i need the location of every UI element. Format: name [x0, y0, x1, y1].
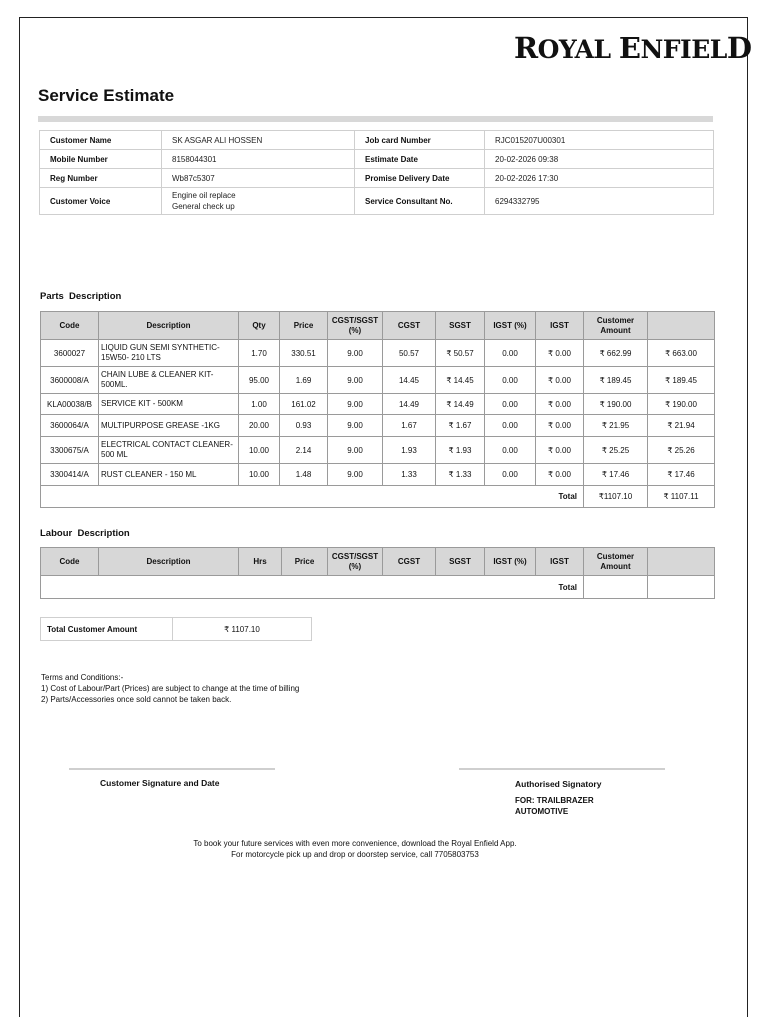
parts-header-row	[41, 312, 715, 340]
parts-col-header: Qty	[239, 312, 280, 340]
table-cell: ₹ 190.00	[584, 394, 648, 415]
table-cell: 3600064/A	[41, 415, 99, 437]
parts-col-header: IGST (%)	[485, 312, 536, 340]
table-cell: 1.00	[239, 394, 280, 415]
labour-total-customer	[584, 576, 648, 599]
job-card-label: Job card Number	[355, 131, 485, 150]
parts-total-customer: ₹1107.10	[584, 486, 648, 508]
table-cell: 9.00	[328, 437, 383, 464]
table-cell: 95.00	[239, 367, 280, 394]
page-title: Service Estimate	[38, 86, 175, 105]
labour-col-header: IGST (%)	[485, 548, 536, 576]
customer-signature-line	[69, 768, 275, 770]
labour-col-header: Code	[41, 548, 99, 576]
table-cell: ₹ 1.33	[436, 464, 485, 486]
table-cell: ₹ 14.45	[436, 367, 485, 394]
terms-block	[41, 672, 299, 705]
labour-total-label: Total	[41, 576, 584, 599]
table-row	[41, 437, 715, 464]
info-row	[40, 150, 714, 169]
parts-col-header: SGST	[436, 312, 485, 340]
table-cell: ₹ 0.00	[536, 394, 584, 415]
parts-col-header: Description	[99, 312, 239, 340]
table-cell: 0.00	[485, 464, 536, 486]
table-cell: 50.57	[383, 340, 436, 367]
table-cell: RUST CLEANER - 150 ML	[99, 464, 239, 486]
table-cell: ₹ 25.25	[584, 437, 648, 464]
customer-voice-value	[162, 188, 355, 215]
promise-date-value: 20-02-2026 17:30	[485, 169, 714, 188]
table-cell: 1.67	[383, 415, 436, 437]
labour-col-header: IGST	[536, 548, 584, 576]
labour-col-header: SGST	[436, 548, 485, 576]
table-cell: 1.33	[383, 464, 436, 486]
table-row	[41, 464, 715, 486]
mobile-value: 8158044301	[162, 150, 355, 169]
labour-col-header: Customer Amount	[584, 548, 648, 576]
table-cell: 1.93	[383, 437, 436, 464]
table-cell: 330.51	[280, 340, 328, 367]
table-cell: ₹ 25.26	[648, 437, 715, 464]
parts-col-header: CGST/SGST (%)	[328, 312, 383, 340]
table-cell: ₹ 0.00	[536, 340, 584, 367]
table-cell: 3600027	[41, 340, 99, 367]
table-cell: ₹ 662.99	[584, 340, 648, 367]
labour-header-row	[41, 548, 715, 576]
customer-info-table	[39, 130, 714, 215]
authorised-signature-line	[459, 768, 665, 770]
table-cell: ₹ 14.49	[436, 394, 485, 415]
mobile-label: Mobile Number	[40, 150, 162, 169]
table-cell: ₹ 17.46	[648, 464, 715, 486]
table-cell: 1.69	[280, 367, 328, 394]
labour-col-header	[648, 548, 715, 576]
table-row	[41, 415, 715, 437]
table-cell: 0.00	[485, 437, 536, 464]
customer-voice-label: Customer Voice	[40, 188, 162, 215]
table-cell: 1.70	[239, 340, 280, 367]
parts-total-final: ₹ 1107.11	[648, 486, 715, 508]
info-row	[40, 188, 714, 215]
table-cell: 14.49	[383, 394, 436, 415]
footer-line-2: For motorcycle pick up and drop or doorstep service, call 7705803753	[231, 850, 479, 859]
table-cell: 9.00	[328, 394, 383, 415]
table-cell: 3300414/A	[41, 464, 99, 486]
authorised-signatory-label: Authorised Signatory	[515, 779, 602, 789]
table-cell: 3300675/A	[41, 437, 99, 464]
table-cell: 2.14	[280, 437, 328, 464]
labour-col-header: Price	[282, 548, 328, 576]
labour-col-header: Description	[99, 548, 239, 576]
labour-col-header: CGST	[383, 548, 436, 576]
parts-col-header	[648, 312, 715, 340]
parts-total-label: Total	[41, 486, 584, 508]
customer-name-label: Customer Name	[40, 131, 162, 150]
table-cell: 1.48	[280, 464, 328, 486]
table-cell: 0.00	[485, 415, 536, 437]
promise-date-label: Promise Delivery Date	[355, 169, 485, 188]
footer-note	[120, 838, 590, 860]
terms-line-1: 1) Cost of Labour/Part (Prices) are subject to change at the time of billing	[41, 684, 300, 693]
table-cell: 0.00	[485, 340, 536, 367]
table-cell: 0.93	[280, 415, 328, 437]
table-cell: ₹ 189.45	[584, 367, 648, 394]
table-cell: ₹ 190.00	[648, 394, 715, 415]
total-customer-amount-table	[40, 617, 312, 641]
table-row	[41, 340, 715, 367]
for-company-line-1: FOR: TRAILBRAZER	[515, 796, 594, 805]
info-row	[40, 169, 714, 188]
table-cell: 0.00	[485, 367, 536, 394]
table-cell: 9.00	[328, 464, 383, 486]
table-cell: ₹ 189.45	[648, 367, 715, 394]
table-cell: SERVICE KIT - 500KM	[99, 394, 239, 415]
table-cell: ₹ 0.00	[536, 437, 584, 464]
consultant-value: 6294332795	[485, 188, 714, 215]
table-cell: ₹ 0.00	[536, 464, 584, 486]
table-cell: ELECTRICAL CONTACT CLEANER-500 ML	[99, 437, 239, 464]
title-divider	[38, 116, 713, 122]
parts-total-row	[41, 486, 715, 508]
customer-signature-label: Customer Signature and Date	[100, 778, 220, 788]
table-cell: LIQUID GUN SEMI SYNTHETIC-15W50- 210 LTS	[99, 340, 239, 367]
table-cell: ₹ 17.46	[584, 464, 648, 486]
total-customer-amount-row	[41, 618, 312, 641]
table-cell: 10.00	[239, 464, 280, 486]
job-card-value: RJC015207U00301	[485, 131, 714, 150]
table-cell: ₹ 50.57	[436, 340, 485, 367]
table-cell: ₹ 0.00	[536, 415, 584, 437]
labour-table	[40, 547, 715, 599]
voice-line-2: General check up	[172, 202, 235, 211]
table-cell: ₹ 21.95	[584, 415, 648, 437]
customer-name-value: SK ASGAR ALI HOSSEN	[162, 131, 355, 150]
table-cell: 20.00	[239, 415, 280, 437]
table-cell: 14.45	[383, 367, 436, 394]
parts-col-header: Code	[41, 312, 99, 340]
labour-heading: Labour Description	[40, 528, 130, 539]
parts-col-header: CGST	[383, 312, 436, 340]
labour-total-row	[41, 576, 715, 599]
table-cell: 9.00	[328, 415, 383, 437]
terms-heading: Terms and Conditions:-	[41, 673, 124, 682]
table-cell: 0.00	[485, 394, 536, 415]
total-customer-amount-value: ₹ 1107.10	[173, 618, 312, 641]
table-cell: ₹ 21.94	[648, 415, 715, 437]
table-cell: 161.02	[280, 394, 328, 415]
voice-line-1: Engine oil replace	[172, 191, 236, 200]
parts-col-header: Customer Amount	[584, 312, 648, 340]
parts-table	[40, 311, 715, 508]
labour-col-header: Hrs	[239, 548, 282, 576]
for-company-line-2: AUTOMOTIVE	[515, 807, 569, 816]
parts-col-header: Price	[280, 312, 328, 340]
table-cell: MULTIPURPOSE GREASE -1KG	[99, 415, 239, 437]
royal-enfield-logo: ROYAL ENFIELD	[514, 31, 752, 65]
reg-label: Reg Number	[40, 169, 162, 188]
labour-total-final	[648, 576, 715, 599]
estimate-date-label: Estimate Date	[355, 150, 485, 169]
total-customer-amount-label: Total Customer Amount	[41, 618, 173, 641]
labour-col-header: CGST/SGST (%)	[328, 548, 383, 576]
table-cell: ₹ 663.00	[648, 340, 715, 367]
parts-col-header: IGST	[536, 312, 584, 340]
footer-line-1: To book your future services with even more convenience, download the Royal Enfield App.	[193, 839, 517, 848]
table-cell: ₹ 1.93	[436, 437, 485, 464]
table-cell: ₹ 1.67	[436, 415, 485, 437]
table-cell: KLA00038/B	[41, 394, 99, 415]
table-cell: 9.00	[328, 340, 383, 367]
parts-heading: Parts Description	[40, 291, 122, 302]
table-cell: 10.00	[239, 437, 280, 464]
table-cell: 3600008/A	[41, 367, 99, 394]
consultant-label: Service Consultant No.	[355, 188, 485, 215]
table-cell: 9.00	[328, 367, 383, 394]
terms-line-2: 2) Parts/Accessories once sold cannot be taken back.	[41, 695, 232, 704]
reg-value: Wb87c5307	[162, 169, 355, 188]
info-row	[40, 131, 714, 150]
table-cell: ₹ 0.00	[536, 367, 584, 394]
table-row	[41, 367, 715, 394]
estimate-date-value: 20-02-2026 09:38	[485, 150, 714, 169]
table-row	[41, 394, 715, 415]
table-cell: CHAIN LUBE & CLEANER KIT-500ML.	[99, 367, 239, 394]
